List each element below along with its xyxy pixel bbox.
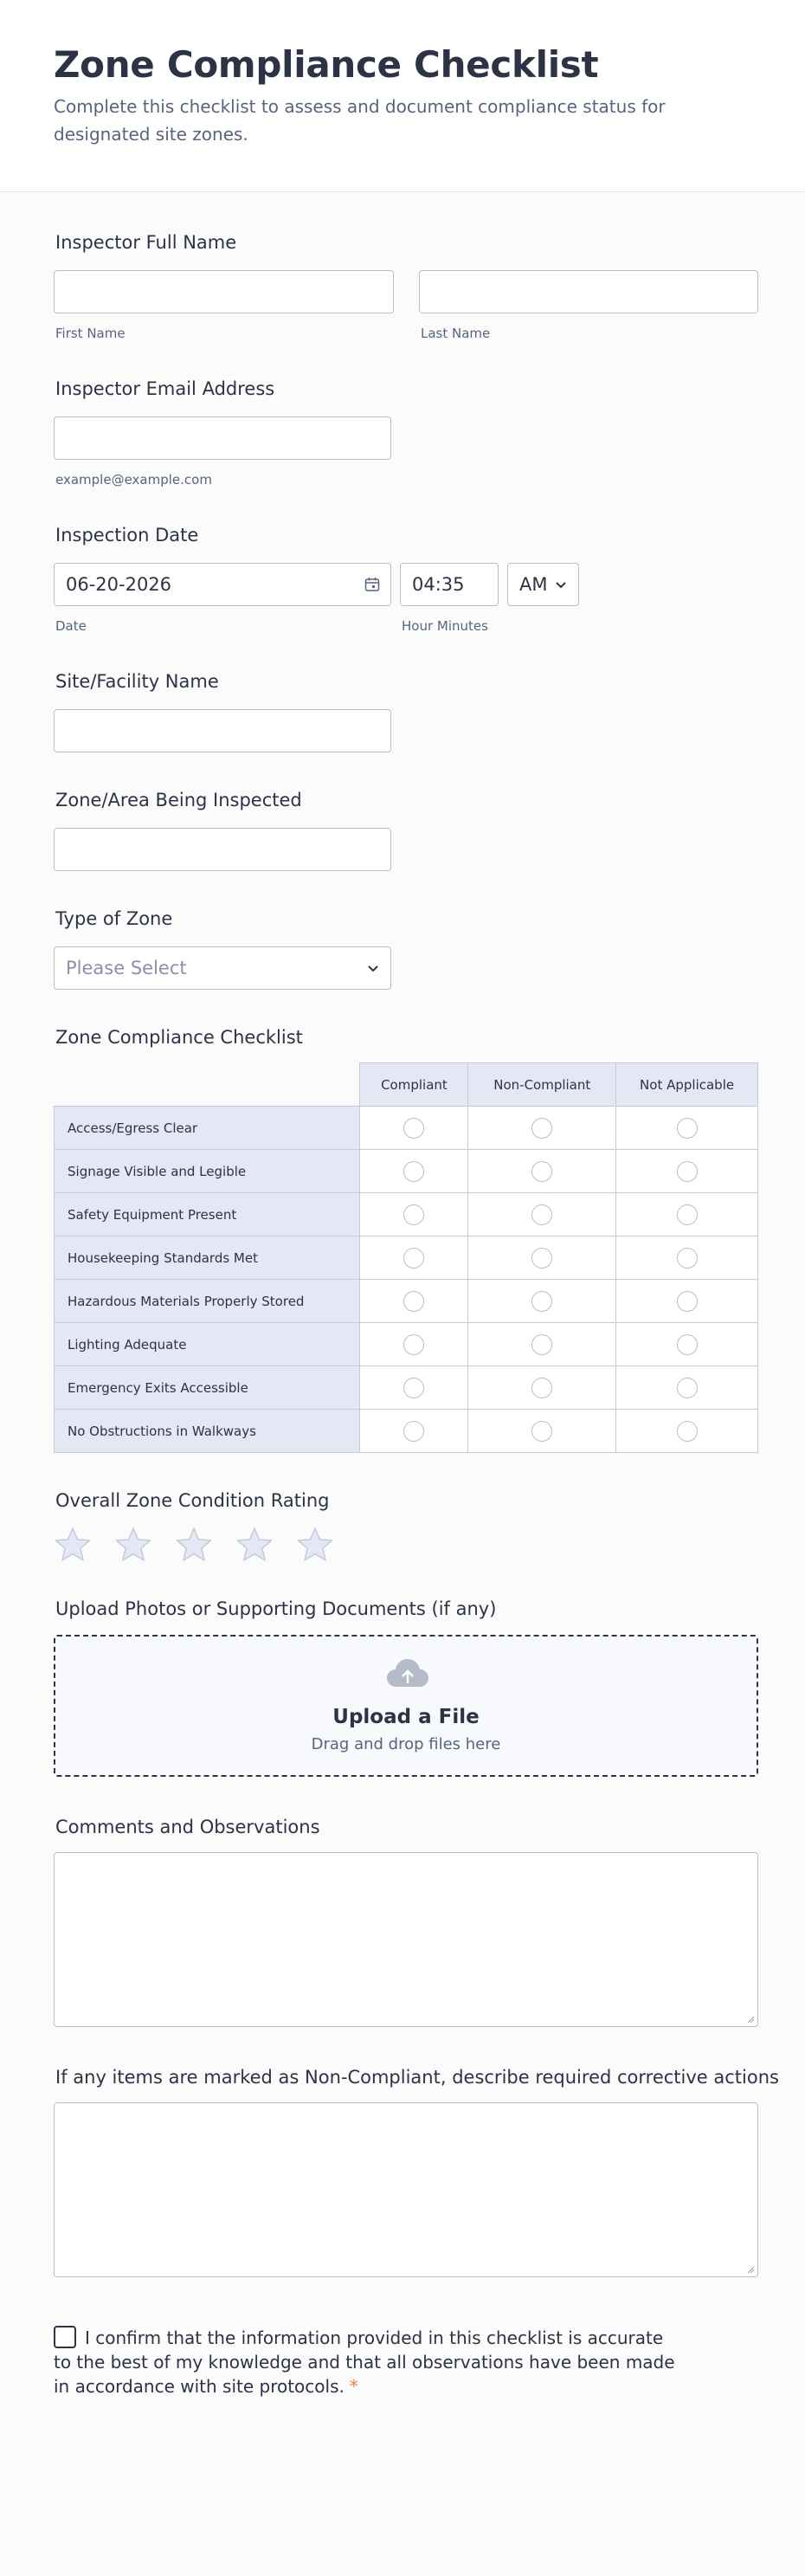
- matrix-cell: [360, 1150, 468, 1193]
- zone-type-placeholder: Please Select: [66, 958, 187, 978]
- checklist-label: Zone Compliance Checklist: [55, 1027, 303, 1048]
- comments-textarea[interactable]: [54, 1852, 758, 2027]
- matrix-row: [55, 1236, 758, 1280]
- first-name-input[interactable]: [54, 270, 394, 313]
- cloud-upload-icon: [386, 1657, 429, 1688]
- ampm-value: AM: [519, 574, 548, 595]
- date-sublabel: Date: [55, 618, 87, 634]
- matrix-row-label: Safety Equipment Present: [55, 1193, 360, 1236]
- confirm-text: I confirm that the information provided in this checklist is accurate to the best of my knowledge and that all observations have been made in accordance with site protocols.: [54, 2327, 675, 2397]
- inspection-date-label: Inspection Date: [55, 525, 199, 546]
- confirmation-row: [54, 2326, 677, 2398]
- matrix-row: [55, 1410, 758, 1453]
- radio-compliant[interactable]: [403, 1118, 424, 1139]
- star-icon[interactable]: [175, 1526, 213, 1564]
- radio-non-compliant[interactable]: [531, 1334, 552, 1355]
- radio-compliant[interactable]: [403, 1334, 424, 1355]
- matrix-cell: [468, 1410, 616, 1453]
- time-input[interactable]: [400, 563, 499, 606]
- first-name-sublabel: First Name: [55, 326, 126, 341]
- matrix-row-label: Emergency Exits Accessible: [55, 1366, 360, 1410]
- last-name-sublabel: Last Name: [421, 326, 491, 341]
- matrix-row-label: Signage Visible and Legible: [55, 1150, 360, 1193]
- matrix-cell: [468, 1107, 616, 1150]
- compliance-matrix: [54, 1062, 758, 1453]
- matrix-cell: [468, 1236, 616, 1280]
- form-header: [0, 0, 805, 192]
- matrix-cell: [468, 1323, 616, 1366]
- page-subtitle: Complete this checklist to assess and document compliance status for designated site zones.: [54, 96, 666, 145]
- matrix-col-compliant: Compliant: [360, 1063, 468, 1107]
- email-field[interactable]: [54, 416, 391, 460]
- date-value: 06-20-2026: [66, 574, 172, 595]
- matrix-cell: [360, 1323, 468, 1366]
- radio-not-applicable[interactable]: [677, 1378, 698, 1398]
- matrix-cell: [616, 1280, 758, 1323]
- zone-type-select[interactable]: [54, 946, 391, 990]
- matrix-row-label: Access/Egress Clear: [55, 1107, 360, 1150]
- matrix-row-label: Housekeeping Standards Met: [55, 1236, 360, 1280]
- matrix-cell: [616, 1107, 758, 1150]
- matrix-row: [55, 1366, 758, 1410]
- radio-non-compliant[interactable]: [531, 1204, 552, 1225]
- inspector-email-label: Inspector Email Address: [55, 378, 275, 399]
- matrix-row: [55, 1323, 758, 1366]
- star-icon[interactable]: [235, 1526, 274, 1564]
- radio-non-compliant[interactable]: [531, 1378, 552, 1398]
- matrix-cell: [616, 1150, 758, 1193]
- matrix-cell: [360, 1410, 468, 1453]
- matrix-cell: [360, 1236, 468, 1280]
- matrix-cell: [360, 1193, 468, 1236]
- comments-label: Comments and Observations: [55, 1817, 320, 1837]
- matrix-cell: [468, 1150, 616, 1193]
- matrix-col-non-compliant: Non-Compliant: [468, 1063, 616, 1107]
- confirm-checkbox[interactable]: [54, 2326, 76, 2348]
- calendar-icon[interactable]: [364, 577, 380, 592]
- matrix-cell: [616, 1410, 758, 1453]
- time-sublabel: Hour Minutes: [402, 618, 488, 634]
- required-mark: *: [349, 2376, 358, 2397]
- radio-non-compliant[interactable]: [531, 1161, 552, 1182]
- resize-handle-icon[interactable]: [746, 2265, 755, 2274]
- matrix-cell: [616, 1193, 758, 1236]
- corrective-label: If any items are marked as Non-Compliant, describe required corrective actions: [55, 2067, 779, 2088]
- chevron-down-icon: [366, 961, 380, 975]
- zone-area-label: Zone/Area Being Inspected: [55, 790, 302, 810]
- matrix-row-label: Lighting Adequate: [55, 1323, 360, 1366]
- radio-non-compliant[interactable]: [531, 1248, 552, 1269]
- email-sublabel: example@example.com: [55, 472, 212, 487]
- matrix-cell: [616, 1366, 758, 1410]
- zone-area-input[interactable]: [54, 828, 391, 871]
- radio-not-applicable[interactable]: [677, 1204, 698, 1225]
- radio-not-applicable[interactable]: [677, 1248, 698, 1269]
- last-name-input[interactable]: [419, 270, 758, 313]
- star-icon[interactable]: [296, 1526, 334, 1564]
- star-icon[interactable]: [114, 1526, 152, 1564]
- matrix-corner: [55, 1063, 360, 1107]
- zone-type-label: Type of Zone: [55, 908, 173, 929]
- corrective-textarea[interactable]: [54, 2102, 758, 2277]
- radio-non-compliant[interactable]: [531, 1421, 552, 1442]
- resize-handle-icon[interactable]: [746, 2015, 755, 2024]
- matrix-header-row: [55, 1063, 758, 1107]
- time-value: 04:35: [412, 574, 465, 595]
- radio-non-compliant[interactable]: [531, 1291, 552, 1312]
- date-input[interactable]: [54, 563, 391, 606]
- radio-compliant[interactable]: [403, 1421, 424, 1442]
- radio-compliant[interactable]: [403, 1161, 424, 1182]
- radio-not-applicable[interactable]: [677, 1291, 698, 1312]
- matrix-row: [55, 1193, 758, 1236]
- matrix-row-label: No Obstructions in Walkways: [55, 1410, 360, 1453]
- matrix-col-not-applicable: Not Applicable: [616, 1063, 758, 1107]
- matrix-cell: [360, 1107, 468, 1150]
- matrix-cell: [360, 1366, 468, 1410]
- inspector-name-label: Inspector Full Name: [55, 232, 237, 253]
- radio-not-applicable[interactable]: [677, 1161, 698, 1182]
- radio-non-compliant[interactable]: [531, 1118, 552, 1139]
- matrix-row: [55, 1107, 758, 1150]
- star-icon[interactable]: [54, 1526, 92, 1564]
- matrix-cell: [468, 1366, 616, 1410]
- file-upload-dropzone[interactable]: [54, 1635, 758, 1777]
- matrix-cell: [360, 1280, 468, 1323]
- page-title: Zone Compliance Checklist: [54, 43, 599, 86]
- upload-subtitle: Drag and drop files here: [311, 1735, 501, 1753]
- radio-compliant[interactable]: [403, 1248, 424, 1269]
- star-rating: [54, 1526, 334, 1564]
- radio-not-applicable[interactable]: [677, 1334, 698, 1355]
- matrix-row-label: Hazardous Materials Properly Stored: [55, 1280, 360, 1323]
- chevron-down-icon: [554, 578, 568, 591]
- upload-title: Upload a File: [332, 1706, 480, 1728]
- matrix-row: [55, 1150, 758, 1193]
- matrix-cell: [616, 1236, 758, 1280]
- radio-not-applicable[interactable]: [677, 1421, 698, 1442]
- site-name-input[interactable]: [54, 709, 391, 752]
- matrix-cell: [468, 1280, 616, 1323]
- upload-label: Upload Photos or Supporting Documents (if any): [55, 1598, 497, 1619]
- radio-compliant[interactable]: [403, 1291, 424, 1312]
- matrix-cell: [616, 1323, 758, 1366]
- radio-compliant[interactable]: [403, 1378, 424, 1398]
- matrix-row: [55, 1280, 758, 1323]
- rating-label: Overall Zone Condition Rating: [55, 1490, 330, 1511]
- site-name-label: Site/Facility Name: [55, 671, 219, 692]
- matrix-cell: [468, 1193, 616, 1236]
- ampm-select[interactable]: [507, 563, 579, 606]
- radio-not-applicable[interactable]: [677, 1118, 698, 1139]
- radio-compliant[interactable]: [403, 1204, 424, 1225]
